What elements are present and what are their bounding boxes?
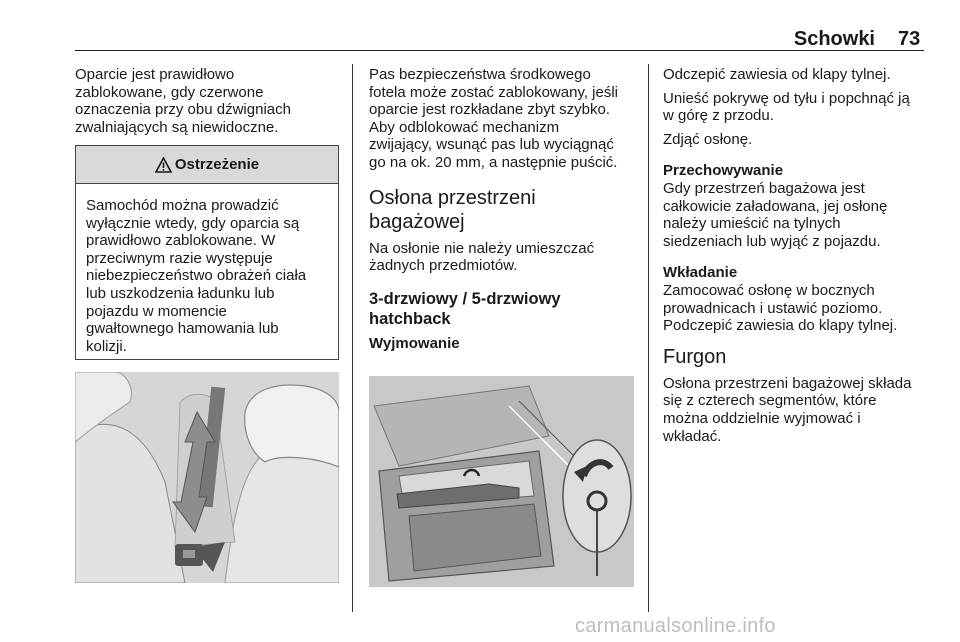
text-line: wkładać. — [663, 427, 722, 445]
install-subheading: Wkładanie — [663, 264, 738, 282]
seat-belt-drawing — [75, 372, 339, 583]
seat-belt-illustration — [75, 372, 339, 583]
text-line: 3-drzwiowy / 5-drzwiowy — [369, 289, 561, 308]
text-line: Pas bezpieczeństwa środkowego — [369, 66, 591, 83]
text-line: należy umieścić na tylnych — [663, 215, 841, 233]
text-line: hatchback — [369, 309, 451, 328]
warning-box — [75, 145, 339, 360]
text-line: Osłona przestrzeni bagażowej składa — [663, 374, 912, 392]
warning-title: Ostrzeżenie — [174, 156, 260, 173]
text-line: zwijający, wsunąć pas lub wyciągnąć — [369, 136, 614, 154]
text-line: go na ok. 20 mm, a następnie puścić. — [369, 153, 618, 171]
trunk-cover-drawing — [369, 376, 634, 587]
watermark: carmanualsonline.info — [575, 615, 776, 637]
warning-triangle-icon — [155, 157, 172, 173]
text-line: oznaczenia przy obu dźwigniach — [75, 101, 291, 119]
text-line: niebezpieczeństwo obrażeń ciała — [86, 267, 307, 285]
text-line: Odczepić zawiesia od klapy tylnej. — [663, 66, 891, 83]
cover-note-paragraph — [369, 240, 641, 275]
text-line: żadnych przedmiotów. — [369, 257, 518, 275]
text-line: wyłącznie wtedy, gdy oparcia są — [86, 214, 300, 232]
page-number: 73 — [898, 28, 921, 50]
storage-subheading: Przechowywanie — [663, 162, 784, 180]
trunk-cover-illustration — [369, 376, 634, 587]
step-remove-paragraph — [663, 131, 933, 149]
text-line: zwalniających są niewidoczne. — [75, 118, 279, 136]
text-line: siedzeniach lub wyjąć z pojazdu. — [663, 232, 881, 250]
right-column — [663, 66, 933, 451]
text-line: można oddzielnie wyjmować i — [663, 409, 861, 427]
warning-text — [76, 184, 338, 355]
text-line: Unieść pokrywę od tyłu i popchnąć ją — [663, 89, 910, 107]
column-divider-right — [648, 64, 649, 612]
page-header — [0, 0, 960, 60]
left-column — [75, 66, 343, 142]
middle-column — [369, 66, 641, 358]
text-line: przeciwnym razie występuje — [86, 249, 273, 267]
text-line: Zdjąć osłonę. — [663, 130, 753, 148]
install-paragraph — [663, 282, 933, 335]
text-line: bagażowej — [369, 210, 465, 233]
step-lift-paragraph — [663, 90, 933, 125]
text-line: fotela może zostać zablokowany, jeśli — [369, 83, 619, 101]
text-line: Podczepić zawiesia do klapy tylnej. — [663, 317, 898, 335]
hatchback-heading — [369, 289, 641, 329]
text-line: gwałtownego hamowania lub — [86, 320, 279, 338]
text-line: Gdy przestrzeń bagażowa jest — [663, 179, 865, 197]
text-line: Osłona przestrzeni — [369, 186, 536, 209]
section-title: Schowki — [793, 28, 875, 50]
storage-paragraph — [663, 180, 933, 250]
column-divider-left — [352, 64, 353, 612]
step-detach-paragraph — [663, 66, 933, 84]
text-line: prawidłowo zablokowane. W — [86, 232, 276, 250]
text-line: oparcie jest rozkładane zbyt szybko. — [369, 101, 610, 119]
text-line: zablokowane, gdy czerwone — [75, 83, 264, 101]
text-line: prowadnicach i ustawić poziomo. — [663, 299, 883, 317]
center-belt-paragraph — [369, 66, 641, 172]
cover-heading — [369, 186, 641, 234]
text-line: Zamocować osłonę w bocznych — [663, 281, 875, 299]
text-line: Samochód można prowadzić — [86, 197, 279, 214]
text-line: całkowicie załadowana, jej osłonę — [663, 197, 888, 215]
van-heading: Furgon — [663, 345, 727, 368]
van-paragraph — [663, 375, 933, 445]
seatback-lock-paragraph — [75, 66, 343, 136]
text-line: Aby odblokować mechanizm — [369, 118, 560, 136]
text-line: pojazdu w momencie — [86, 302, 227, 320]
text-line: Na osłonie nie należy umieszczać — [369, 239, 595, 257]
removal-subheading: Wyjmowanie — [369, 334, 460, 352]
warning-header — [76, 146, 338, 184]
text-line: w górę z przodu. — [663, 107, 774, 125]
text-line: się z czterech segmentów, które — [663, 392, 877, 410]
text-line: lub uszkodzenia ładunku lub — [86, 284, 275, 302]
header-rule — [75, 50, 924, 51]
text-line: Oparcie jest prawidłowo — [75, 66, 235, 83]
text-line: kolizji. — [86, 337, 127, 355]
